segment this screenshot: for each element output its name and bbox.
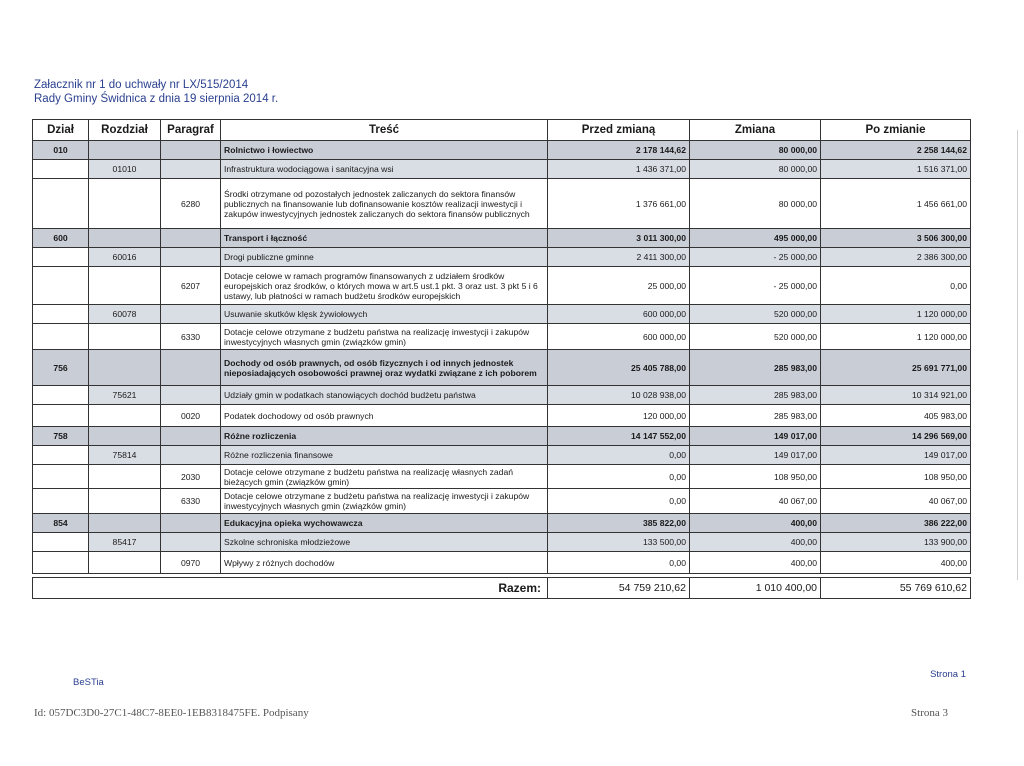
cell-rozdzial bbox=[89, 324, 161, 350]
header-line-1: Załacznik nr 1 do uchwały nr LX/515/2014 bbox=[34, 79, 249, 91]
table-row bbox=[33, 446, 971, 465]
cell-tresc: Podatek dochodowy od osób prawnych bbox=[221, 405, 548, 427]
table-row bbox=[33, 141, 971, 160]
table-row bbox=[33, 405, 971, 427]
cell-rozdzial: 60078 bbox=[89, 305, 161, 324]
cell-przed: 3 011 300,00 bbox=[548, 229, 690, 248]
cell-zmiana: 400,00 bbox=[690, 533, 821, 552]
col-header-paragraf: Paragraf bbox=[161, 120, 221, 141]
document-header bbox=[34, 78, 278, 106]
page-number-1: Strona 1 bbox=[930, 669, 966, 680]
cell-zmiana: 520 000,00 bbox=[690, 324, 821, 350]
cell-zmiana: 80 000,00 bbox=[690, 141, 821, 160]
table-row bbox=[33, 160, 971, 179]
cell-paragraf bbox=[161, 514, 221, 533]
cell-po: 386 222,00 bbox=[821, 514, 971, 533]
cell-dzial bbox=[33, 489, 89, 514]
cell-dzial bbox=[33, 305, 89, 324]
table-row bbox=[33, 305, 971, 324]
cell-paragraf bbox=[161, 248, 221, 267]
cell-dzial bbox=[33, 552, 89, 574]
cell-zmiana: 285 983,00 bbox=[690, 350, 821, 386]
total-zmiana: 1 010 400,00 bbox=[690, 578, 821, 599]
cell-paragraf: 6280 bbox=[161, 179, 221, 229]
cell-przed: 2 178 144,62 bbox=[548, 141, 690, 160]
table-row bbox=[33, 179, 971, 229]
cell-zmiana: 520 000,00 bbox=[690, 305, 821, 324]
cell-po: 1 120 000,00 bbox=[821, 324, 971, 350]
cell-po: 2 258 144,62 bbox=[821, 141, 971, 160]
cell-przed: 600 000,00 bbox=[548, 305, 690, 324]
budget-table bbox=[32, 119, 971, 574]
cell-po: 400,00 bbox=[821, 552, 971, 574]
table-row bbox=[33, 386, 971, 405]
cell-dzial bbox=[33, 446, 89, 465]
cell-rozdzial bbox=[89, 552, 161, 574]
cell-paragraf bbox=[161, 305, 221, 324]
cell-tresc: Dotacje celowe otrzymane z budżetu państwa na realizację inwestycji i zakupów inwestycyjnych własnych gmin (związków gmin) bbox=[221, 324, 548, 350]
cell-przed: 14 147 552,00 bbox=[548, 427, 690, 446]
table-body bbox=[33, 141, 971, 574]
cell-tresc: Drogi publiczne gminne bbox=[221, 248, 548, 267]
cell-rozdzial bbox=[89, 465, 161, 489]
cell-zmiana: 149 017,00 bbox=[690, 427, 821, 446]
cell-tresc: Szkolne schroniska młodzieżowe bbox=[221, 533, 548, 552]
cell-zmiana: 285 983,00 bbox=[690, 386, 821, 405]
cell-po: 149 017,00 bbox=[821, 446, 971, 465]
cell-przed: 25 405 788,00 bbox=[548, 350, 690, 386]
cell-zmiana: 400,00 bbox=[690, 552, 821, 574]
cell-tresc: Dotacje celowe otrzymane z budżetu państwa na realizację inwestycji i zakupów inwestycyjnych własnych gmin (związków gmin) bbox=[221, 489, 548, 514]
cell-po: 0,00 bbox=[821, 267, 971, 305]
cell-po: 14 296 569,00 bbox=[821, 427, 971, 446]
cell-po: 10 314 921,00 bbox=[821, 386, 971, 405]
cell-tresc: Dotacje celowe w ramach programów finansowanych z udziałem środków europejskich oraz środków, o których mowa w art.5 ust.1 pkt. 3 oraz ust. 3 pkt 5 i 6 ustawy, lub płatności w ramach budżetu środków europejskich bbox=[221, 267, 548, 305]
table-row bbox=[33, 324, 971, 350]
cell-przed: 0,00 bbox=[548, 552, 690, 574]
cell-dzial: 600 bbox=[33, 229, 89, 248]
cell-zmiana: 80 000,00 bbox=[690, 179, 821, 229]
cell-rozdzial bbox=[89, 267, 161, 305]
cell-dzial bbox=[33, 386, 89, 405]
cell-przed: 1 436 371,00 bbox=[548, 160, 690, 179]
cell-paragraf bbox=[161, 446, 221, 465]
cell-rozdzial bbox=[89, 405, 161, 427]
col-header-zmiana: Zmiana bbox=[690, 120, 821, 141]
cell-paragraf bbox=[161, 229, 221, 248]
cell-po: 1 120 000,00 bbox=[821, 305, 971, 324]
table-row bbox=[33, 267, 971, 305]
cell-rozdzial bbox=[89, 489, 161, 514]
cell-zmiana: 80 000,00 bbox=[690, 160, 821, 179]
cell-przed: 385 822,00 bbox=[548, 514, 690, 533]
cell-zmiana: 495 000,00 bbox=[690, 229, 821, 248]
col-header-dzial: Dział bbox=[33, 120, 89, 141]
table-row bbox=[33, 248, 971, 267]
total-row bbox=[33, 578, 971, 599]
cell-paragraf: 6330 bbox=[161, 324, 221, 350]
cell-dzial bbox=[33, 324, 89, 350]
page-number-3: Strona 3 bbox=[911, 707, 948, 719]
header-line-2: Rady Gminy Świdnica z dnia 19 sierpnia 2014 r. bbox=[34, 93, 279, 105]
cell-rozdzial bbox=[89, 427, 161, 446]
cell-rozdzial: 85417 bbox=[89, 533, 161, 552]
cell-zmiana: 285 983,00 bbox=[690, 405, 821, 427]
cell-zmiana: 400,00 bbox=[690, 514, 821, 533]
cell-po: 2 386 300,00 bbox=[821, 248, 971, 267]
cell-paragraf bbox=[161, 386, 221, 405]
total-po: 55 769 610,62 bbox=[821, 578, 971, 599]
total-section bbox=[32, 577, 970, 599]
cell-dzial bbox=[33, 405, 89, 427]
cell-zmiana: - 25 000,00 bbox=[690, 248, 821, 267]
cell-zmiana: - 25 000,00 bbox=[690, 267, 821, 305]
table-row bbox=[33, 552, 971, 574]
cell-tresc: Dotacje celowe otrzymane z budżetu państwa na realizację własnych zadań bieżących gmin (związków gmin) bbox=[221, 465, 548, 489]
cell-dzial bbox=[33, 160, 89, 179]
cell-paragraf bbox=[161, 350, 221, 386]
cell-rozdzial bbox=[89, 350, 161, 386]
scan-edge-line bbox=[1017, 130, 1018, 580]
cell-tresc: Dochody od osób prawnych, od osób fizycznych i od innych jednostek nieposiadających osobowości prawnej oraz wydatki związane z ich poborem bbox=[221, 350, 548, 386]
cell-dzial: 854 bbox=[33, 514, 89, 533]
cell-przed: 0,00 bbox=[548, 489, 690, 514]
cell-dzial bbox=[33, 179, 89, 229]
table-row bbox=[33, 350, 971, 386]
total-label: Razem: bbox=[33, 578, 548, 599]
cell-po: 108 950,00 bbox=[821, 465, 971, 489]
cell-paragraf bbox=[161, 533, 221, 552]
col-header-tresc: Treść bbox=[221, 120, 548, 141]
cell-przed: 25 000,00 bbox=[548, 267, 690, 305]
cell-dzial bbox=[33, 267, 89, 305]
cell-przed: 0,00 bbox=[548, 446, 690, 465]
cell-tresc: Różne rozliczenia finansowe bbox=[221, 446, 548, 465]
cell-dzial bbox=[33, 533, 89, 552]
document-id: Id: 057DC3D0-27C1-48C7-8EE0-1EB8318475FE. Podpisany bbox=[34, 707, 309, 719]
cell-po: 1 456 661,00 bbox=[821, 179, 971, 229]
cell-po: 405 983,00 bbox=[821, 405, 971, 427]
cell-tresc: Edukacyjna opieka wychowawcza bbox=[221, 514, 548, 533]
cell-paragraf: 6207 bbox=[161, 267, 221, 305]
cell-rozdzial: 75814 bbox=[89, 446, 161, 465]
cell-tresc: Infrastruktura wodociągowa i sanitacyjna wsi bbox=[221, 160, 548, 179]
cell-przed: 10 028 938,00 bbox=[548, 386, 690, 405]
cell-po: 3 506 300,00 bbox=[821, 229, 971, 248]
col-header-przed: Przed zmianą bbox=[548, 120, 690, 141]
cell-przed: 1 376 661,00 bbox=[548, 179, 690, 229]
cell-paragraf bbox=[161, 160, 221, 179]
cell-przed: 2 411 300,00 bbox=[548, 248, 690, 267]
cell-tresc: Rolnictwo i łowiectwo bbox=[221, 141, 548, 160]
cell-rozdzial bbox=[89, 514, 161, 533]
table-row bbox=[33, 465, 971, 489]
cell-po: 25 691 771,00 bbox=[821, 350, 971, 386]
cell-tresc: Różne rozliczenia bbox=[221, 427, 548, 446]
cell-paragraf: 0970 bbox=[161, 552, 221, 574]
cell-przed: 133 500,00 bbox=[548, 533, 690, 552]
cell-przed: 120 000,00 bbox=[548, 405, 690, 427]
cell-rozdzial bbox=[89, 141, 161, 160]
cell-paragraf bbox=[161, 427, 221, 446]
cell-dzial bbox=[33, 248, 89, 267]
cell-zmiana: 40 067,00 bbox=[690, 489, 821, 514]
cell-paragraf bbox=[161, 141, 221, 160]
cell-zmiana: 108 950,00 bbox=[690, 465, 821, 489]
cell-zmiana: 149 017,00 bbox=[690, 446, 821, 465]
table-row bbox=[33, 533, 971, 552]
cell-dzial bbox=[33, 465, 89, 489]
cell-po: 40 067,00 bbox=[821, 489, 971, 514]
cell-dzial: 010 bbox=[33, 141, 89, 160]
cell-rozdzial bbox=[89, 229, 161, 248]
cell-przed: 600 000,00 bbox=[548, 324, 690, 350]
budget-table-wrapper bbox=[32, 119, 970, 574]
table-row bbox=[33, 514, 971, 533]
col-header-po: Po zmianie bbox=[821, 120, 971, 141]
cell-rozdzial bbox=[89, 179, 161, 229]
table-row bbox=[33, 489, 971, 514]
cell-po: 133 900,00 bbox=[821, 533, 971, 552]
cell-tresc: Wpływy z różnych dochodów bbox=[221, 552, 548, 574]
table-header-row bbox=[33, 120, 971, 141]
cell-tresc: Środki otrzymane od pozostałych jednostek zaliczanych do sektora finansów publicznych na finansowanie lub dofinansowanie kosztów realizacji inwestycji i zakupów inwestycyjnych jednostek zaliczanych do sektora finansów publicznych bbox=[221, 179, 548, 229]
cell-rozdzial: 75621 bbox=[89, 386, 161, 405]
col-header-rozdzial: Rozdział bbox=[89, 120, 161, 141]
cell-tresc: Udziały gmin w podatkach stanowiących dochód budżetu państwa bbox=[221, 386, 548, 405]
bestia-label: BeSTia bbox=[73, 677, 104, 688]
cell-rozdzial: 60016 bbox=[89, 248, 161, 267]
cell-tresc: Usuwanie skutków klęsk żywiołowych bbox=[221, 305, 548, 324]
table-row bbox=[33, 229, 971, 248]
cell-przed: 0,00 bbox=[548, 465, 690, 489]
cell-po: 1 516 371,00 bbox=[821, 160, 971, 179]
cell-tresc: Transport i łączność bbox=[221, 229, 548, 248]
cell-paragraf: 6330 bbox=[161, 489, 221, 514]
cell-paragraf: 2030 bbox=[161, 465, 221, 489]
total-table bbox=[32, 577, 971, 599]
cell-paragraf: 0020 bbox=[161, 405, 221, 427]
cell-dzial: 758 bbox=[33, 427, 89, 446]
cell-rozdzial: 01010 bbox=[89, 160, 161, 179]
table-row bbox=[33, 427, 971, 446]
cell-dzial: 756 bbox=[33, 350, 89, 386]
total-przed: 54 759 210,62 bbox=[548, 578, 690, 599]
